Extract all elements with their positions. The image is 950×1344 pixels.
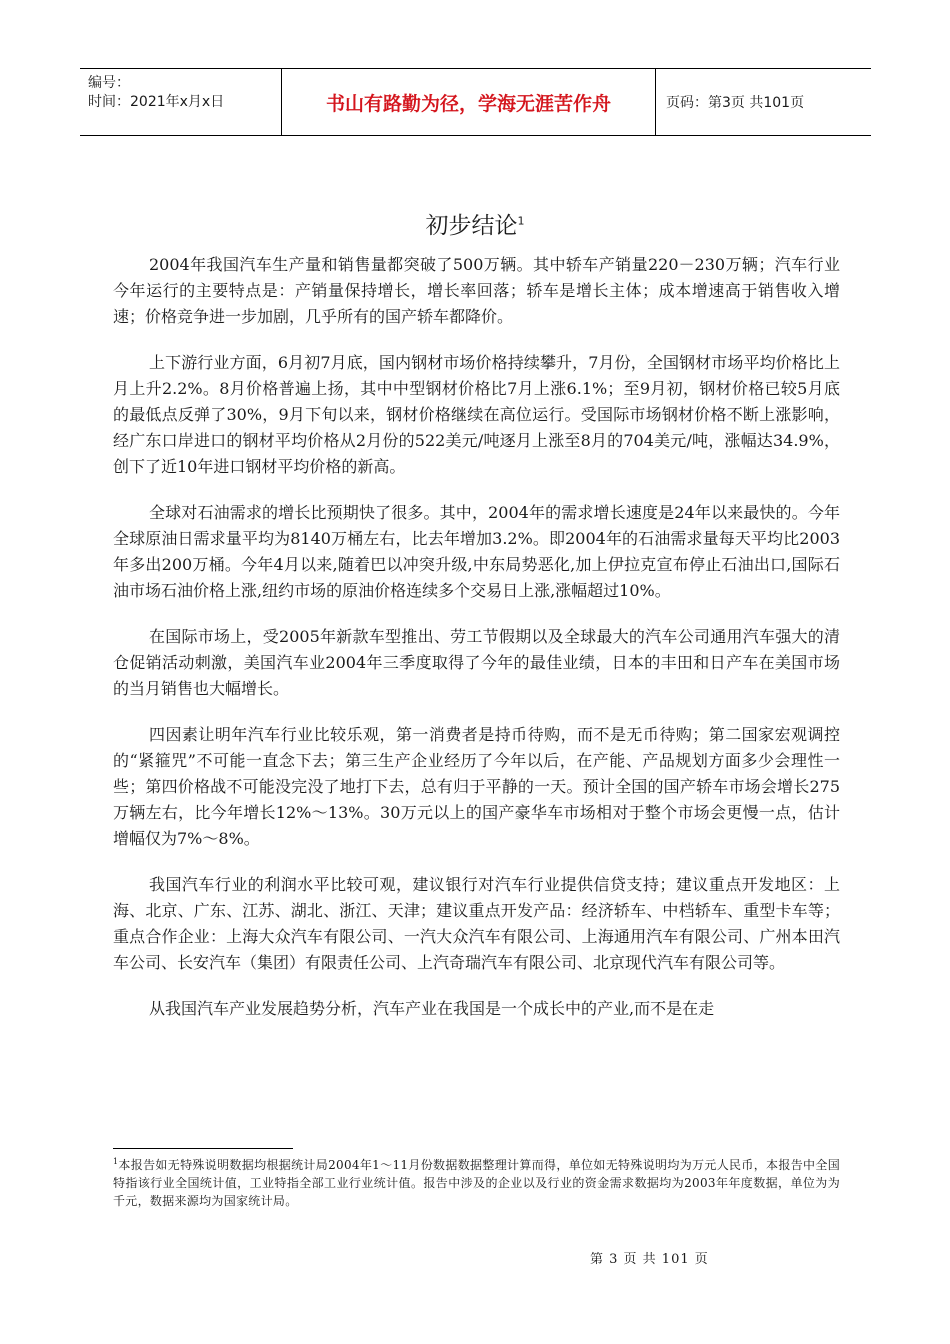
paragraph: 从我国汽车产业发展趋势分析，汽车产业在我国是一个成长中的产业,而不是在走 <box>149 999 715 1018</box>
title-text: 初步结论 <box>425 213 518 240</box>
page-title <box>0 207 950 240</box>
body-text <box>113 252 840 1042</box>
paragraph: 在国际市场上，受2005年新款车型推出、劳工节假期以及全球最大的汽车公司通用汽车强大的清仓促销活动刺激，美国汽车业2004年三季度取得了今年的最佳业绩，日本的丰田和日产车在美国市场的当月销售也大幅增长。 <box>113 627 840 698</box>
paragraph: 全球对石油需求的增长比预期快了很多。其中，2004年的需求增长速度是24年以来最快的。今年全球原油日需求量平均为8140万桶左右，比去年增加3.2%。即2004年的石油需求量每天平均比2003年多出200万桶。今年4月以来,随着巴以冲突升级,中东局势恶化,加上伊拉克宣布停止石油出口,国际石油市场石油价格上涨,纽约市场的原油价格连续多个交易日上涨,涨幅超过10%。 <box>113 503 840 600</box>
number-label: 编号： <box>88 75 130 91</box>
paragraph: 2004年我国汽车生产量和销售量都突破了500万辆。其中轿车产销量220－230万辆；汽车行业今年运行的主要特点是：产销量保持增长，增长率回落；轿车是增长主体；成本增速高于销售收入增速；价格竞争进一步加剧，几乎所有的国产轿车都降价。 <box>113 255 840 326</box>
page-header <box>80 68 871 136</box>
footnote-mark: 1 <box>113 1157 119 1166</box>
paragraph: 上下游行业方面，6月初7月底，国内钢材市场价格持续攀升，7月份，全国钢材市场平均价格比上月上升2.2%。8月价格普遍上扬，其中中型钢材价格比7月上涨6.1%；至9月初，钢材价格已较5月底的最低点反弹了30%，9月下旬以来，钢材价格继续在高位运行。受国际市场钢材价格不断上涨影响，经广东口岸进口的钢材平均价格从2月份的522美元/吨逐月上涨至8月的704美元/吨，涨幅达34.9%，创下了近10年进口钢材平均价格的新高。 <box>113 353 840 476</box>
header-motto: 书山有路勤为径，学海无涯苦作舟 <box>281 69 656 135</box>
page-footer: 第 3 页 共 101 页 <box>590 1252 709 1267</box>
title-footnote-mark: 1 <box>517 214 525 228</box>
time-label: 时间：2021年x月x日 <box>88 94 225 110</box>
paragraph: 四因素让明年汽车行业比较乐观，第一消费者是持币待购，而不是无币待购；第二国家宏观调控的“紧箍咒”不可能一直念下去；第三生产企业经历了今年以后，在产能、产品规划方面多少会理性一些；第四价格战不可能没完没了地打下去，总有归于平静的一天。预计全国的国产轿车市场会增长275万辆左右，比今年增长12%～13%。30万元以上的国产豪华车市场相对于整个市场会更慢一点，估计增幅仅为7%～8%。 <box>113 725 840 848</box>
footnote <box>113 1153 840 1210</box>
footnote-text: 本报告如无特殊说明数据均根据统计局2004年1～11月份数据数据整理计算而得，单位如无特殊说明均为万元人民币，本报告中全国特指该行业全国统计值，工业特指全部工业行业统计值。报告中涉及的企业以及行业的资金需求数据均为2003年年度数据，单位为为千元，数据来源均为国家统计局。 <box>113 1158 840 1208</box>
footnote-divider <box>113 1148 293 1149</box>
header-page-info: 页码：第3页 共101页 <box>666 95 805 111</box>
header-meta <box>80 69 281 135</box>
paragraph: 我国汽车行业的利润水平比较可观，建议银行对汽车行业提供信贷支持；建议重点开发地区：上海、北京、广东、江苏、湖北、浙江、天津；建议重点开发产品：经济轿车、中档轿车、重型卡车等；重点合作企业：上海大众汽车有限公司、一汽大众汽车有限公司、上海通用汽车有限公司、广州本田汽车公司、长安汽车（集团）有限责任公司、上汽奇瑞汽车有限公司、北京现代汽车有限公司等。 <box>113 875 840 972</box>
